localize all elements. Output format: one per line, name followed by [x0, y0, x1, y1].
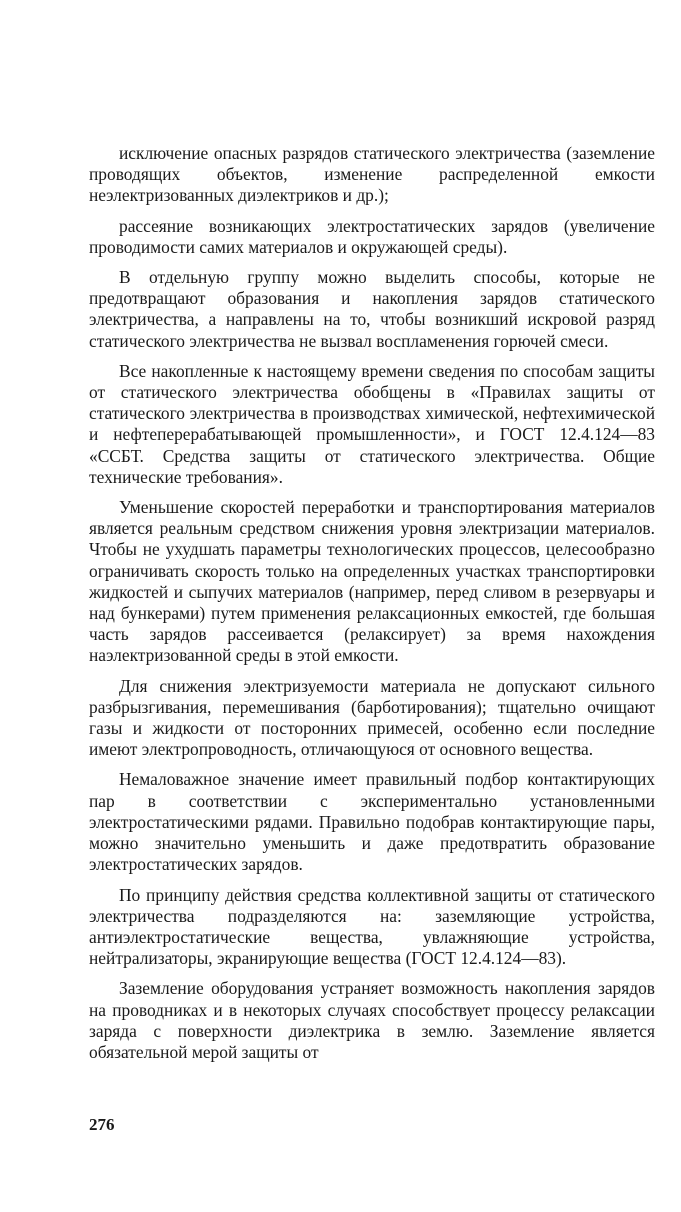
paragraph-3: В отдельную группу можно выделить способы, которые не предотвращают образования и накопления зарядов статического электричества, а направлены на то, чтобы возникший искровой разряд статического электричества не вызвал воспламенения горючей смеси.	[89, 267, 655, 351]
page-number: 276	[89, 1115, 115, 1134]
paragraph-9: Заземление оборудования устраняет возможность накопления зарядов на проводниках и в некоторых случаях способствует процессу релаксации заряда с поверхности диэлектрика в землю. Заземление является обязательной мерой защиты от	[89, 978, 655, 1062]
paragraph-4: Все накопленные к настоящему времени сведения по способам защиты от статического электричества обобщены в «Правилах защиты от статического электричества в производствах химической, нефтехимической и нефтеперерабатывающей промышленности», и ГОСТ 12.4.124—83 «ССБТ. Средства защиты от статического электричества. Общие технические требования».	[89, 360, 655, 487]
paragraph-5: Уменьшение скоростей переработки и транспортирования материалов является реальным средством снижения уровня электризации материалов. Чтобы не ухудшать параметры технологических процессов, целесообразно ограничивать скорость только на определенных участках транспортировки жидкостей и сыпучих материалов (например, перед сливом в резервуары и над бункерами) путем применения релаксационных емкостей, где большая часть зарядов рассеивается (релаксирует) за время нахождения наэлектризованной среды в этой емкости.	[89, 497, 655, 666]
page-body	[89, 143, 655, 1072]
paragraph-8: По принципу действия средства коллективной защиты от статического электричества подразделяются на: заземляющие устройства, антиэлектростатические вещества, увлажняющие устройства, нейтрализаторы, экранирующие вещества (ГОСТ 12.4.124—83).	[89, 884, 655, 969]
paragraph-7: Немаловажное значение имеет правильный подбор контактирующих пар в соответствии с экспериментально установленными электростатическими рядами. Правильно подобрав контактирующие пары, можно значительно уменьшить и даже предотвратить образование электростатических зарядов.	[89, 769, 655, 875]
paragraph-1: исключение опасных разрядов статического электричества (заземление проводящих объектов, изменение распределенной емкости неэлектризованных диэлектриков и др.);	[89, 143, 655, 206]
paragraph-6: Для снижения электризуемости материала не допускают сильного разбрызгивания, перемешивания (барботирования); тщательно очищают газы и жидкости от посторонних примесей, особенно если последние имеют электропроводность, отличающуюся от основного вещества.	[89, 675, 655, 760]
paragraph-2: рассеяние возникающих электростатических зарядов (увеличение проводимости самих материалов и окружающей среды).	[89, 215, 655, 257]
